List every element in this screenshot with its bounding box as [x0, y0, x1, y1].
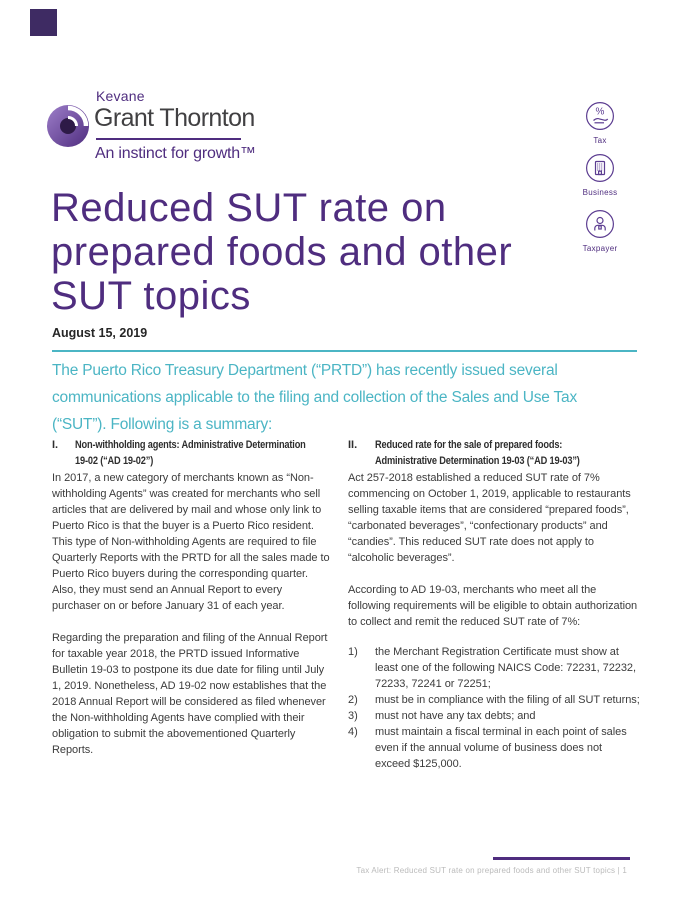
list-item: 2) must be in compliance with the filing of all SUT returns;: [348, 694, 640, 706]
topic-taxpayer-label: Taxpayer: [582, 244, 618, 253]
logo-company-text: Grant Thornton: [94, 104, 255, 132]
section-2-paragraph: Act 257-2018 established a reduced SUT rate of 7% commencing on October 1, 2019, applicable to restaurants selling taxable items that are considered “prepared foods”, “carbonated beverages”, “confectionary products” and “candies”. This reduced SUT rate does not apply to “alcoholic beverages”.: [348, 472, 631, 564]
svg-text:%: %: [595, 106, 605, 118]
publication-date: August 15, 2019: [52, 326, 148, 340]
section-1-paragraph: Regarding the preparation and filing of the Annual Report for taxable year 2018, the PRTD issued Informative Bulletin 19-03 to postpone its due date for filing until July 1, 2019. Nonetheless, AD 19-02 now establishes that the 2018 Annual Report will be considered as filed whenever the Non-withholding Agents have complied with their obligation to submit the abovementioned Quarterly Reports.: [52, 632, 328, 756]
business-icon: [585, 153, 615, 183]
section-1-heading: I. Non-withholding agents: Administrative Determination 19-02 (“AD 19-02”): [52, 439, 306, 467]
section-1-numeral: I.: [52, 439, 59, 451]
section-2: [348, 437, 640, 772]
topic-business-label: Business: [582, 188, 618, 197]
intro-paragraph: The Puerto Rico Treasury Department (“PRTD”) has recently issued several communications applicable to the filing and collection of the Sales and Use Tax (“SUT”). Following is a summary:: [52, 362, 578, 433]
topic-taxpayer: [569, 209, 631, 253]
section-2-numeral: II.: [348, 439, 358, 451]
logo-tagline: An instinct for growth™: [95, 145, 256, 162]
page-title: Reduced SUT rate on prepared foods and other SUT topics: [51, 186, 513, 318]
taxpayer-icon: [585, 209, 615, 239]
requirements-list: [348, 644, 640, 772]
logo-kevane-text: Kevane: [96, 88, 145, 104]
section-2-paragraph: According to AD 19-03, merchants who meet all the following requirements will be eligible to obtain authorization to collect and remit the reduced SUT rate of 7%:: [348, 584, 638, 628]
topic-tax: [569, 101, 631, 145]
section-1-paragraph: In 2017, a new category of merchants known as “Non-withholding Agents” was created for merchants who sell articles that are delivered by mail and whose only link to Puerto Rico is that the buyer is a Puerto Rico resident. This type of Non-withholding Agents are required to file Quarterly Reports with the PRTD for all the sales made to Puerto Rico buyers during the corresponding quarter. Also, they must send an Annual Report to every purchaser on or before January 31 of each year.: [52, 472, 330, 612]
topic-business: [569, 153, 631, 197]
list-item: 1) the Merchant Registration Certificate must show at least one of the following NAICS Code: 72231, 72232, 72233, 72241 or 72251;: [348, 646, 636, 690]
grant-thornton-roundel-icon: [46, 103, 90, 149]
section-1: [52, 437, 333, 774]
footer-page-label: Tax Alert: Reduced SUT rate on prepared foods and other SUT topics | 1: [356, 866, 627, 875]
section-2-heading: II. Reduced rate for the sale of prepared foods: Administrative Determination 19-03 (“AD 19-03”): [348, 439, 580, 467]
tax-icon: [585, 101, 615, 131]
list-item: 3) must not have any tax debts; and: [348, 710, 536, 722]
topic-tax-label: Tax: [593, 136, 607, 145]
intro-divider: [52, 350, 637, 352]
brand-corner-square: [30, 9, 57, 36]
list-item: 4) must maintain a fiscal terminal in each point of sales even if the annual volume of business does not exceed $125,000.: [348, 726, 627, 770]
footer-divider: [493, 857, 630, 860]
logo-divider: [96, 138, 241, 140]
